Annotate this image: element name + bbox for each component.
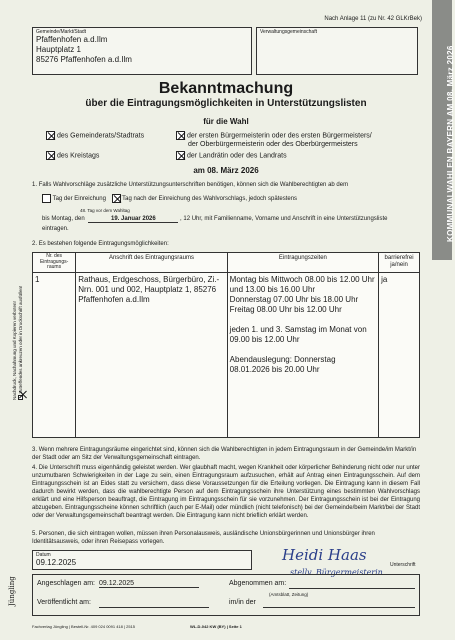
margin-note-2-text: Zutreffendes ankreuzen oder in Druckschrift ausfüllen!	[18, 285, 23, 394]
signature-role: stellv. Bürgermeisterin	[290, 568, 383, 577]
date-value[interactable]: 09.12.2025	[36, 558, 77, 567]
times-line-0: Montag bis Mittwoch 08.00 bis 12.00 Uhr und 13.00 bis 16.00 Uhr	[229, 274, 375, 294]
deadline-suffix: , 12 Uhr, mit Familienname, Vorname und Anschrift in eine Unterstützungsliste	[180, 216, 388, 222]
administrative-community-label: Verwaltungsgemeinschaft	[260, 29, 317, 35]
entry-locations-table	[32, 252, 420, 438]
deadline-date[interactable]: 19. Januar 2026	[88, 216, 178, 223]
removed-label: Abgenommen am:	[229, 580, 287, 587]
table-header-row	[33, 253, 420, 273]
section-3-number: 3.	[32, 447, 38, 453]
section-4-text: Die Unterschrift muss eigenhändig geleistet werden. Wer glaubhaft macht, wegen Krankheit oder körperlicher Behinderung nicht oder nur unter unzumutbaren Schwierigkeiten in der Lage zu sein, einen Eintragungsraum aufzusuchen, erhält auf Antrag einen Eintragungsschein. Auf dem Eintragungsschein ist an Eides statt zu versichern, dass diese Voraussetzungen für die Erteilung vorliegen. Die Eintragung kann in diesem Fall dadurch bewirkt werden, dass die wahlberechtigte Person auf dem Eintragungsschein ihre Unterstützung eines bestimmten Wahlvorschlags erklärt und eine Hilfsperson beauftragt, die Eintragung im Eintragungsschein für sie vorzunehmen. Der Eintragungsschein ist bei der Eintragung abzugeben. Eintragungsscheine können schriftlich (auch per E-Mail) oder mündlich (nicht telefonisch) bei der Gemeinde/beim Markt/bei der Stadt oder der Verwaltungsgemeinschaft beantragt werden. Die Eintragung kann nicht brieflich erklärt werden.	[32, 465, 420, 519]
page-number: | Seite 1	[226, 624, 242, 629]
section-1-end: eintragen.	[42, 226, 69, 232]
cell-times	[227, 272, 378, 437]
anlage-reference: Nach Anlage 11 (zu Nr. 42 GLKrBek)	[324, 16, 422, 22]
gazette-field[interactable]	[263, 607, 415, 608]
publisher-info: Fachverlag Jüngling | Bestell-Nr. 409 024 0091 418 | 2515	[32, 624, 136, 629]
posting-box	[32, 574, 420, 616]
municipality-line-3: 85276 Pfaffenhofen a.d.Ilm	[36, 55, 132, 64]
label-day-of-submission: Tag der Einreichung	[52, 196, 106, 203]
election-sidebar-text: KOMMUNALWAHLEN BAYERN AM 08. März 2026	[446, 45, 455, 242]
section-1-text: Falls Wahlvorschläge zusätzliche Unterstützungsunterschriften benötigen, können sich die Wahlberechtigten ab dem	[38, 182, 349, 188]
times-line-3	[230, 315, 376, 325]
section-2-text: Es bestehen folgende Eintragungsmöglichkeiten:	[38, 241, 169, 247]
cell-nr: 1	[33, 272, 76, 437]
section-1	[32, 182, 422, 188]
election-option-buergermeister	[176, 131, 372, 149]
label-buergermeister-1: der ersten Bürgermeisterin oder des ersten Bürgermeisters/	[186, 132, 372, 140]
removed-date[interactable]	[289, 588, 415, 589]
election-option-gemeinderat	[46, 131, 144, 140]
header-times: Eintragungszeiten	[227, 253, 378, 273]
deadline-prefix: bis Montag, den	[42, 216, 85, 222]
section-3	[32, 446, 420, 462]
label-kreistag: des Kreistags	[56, 152, 100, 160]
section-1-number: 1.	[32, 182, 38, 188]
header-nr: Nr. des Eintragungs-raums	[33, 253, 76, 273]
times-line-4: jeden 1. und 3. Samstag im Monat von 09.00 bis 12.00 Uhr	[229, 324, 367, 344]
date-label: Datum	[36, 552, 51, 558]
section-2	[32, 241, 169, 247]
margin-note	[12, 286, 24, 400]
in-label: im/in der	[229, 599, 256, 606]
margin-note-1: Nachdruck, Nachahmung und Kopieren verboten!	[12, 301, 17, 400]
times-line-5	[230, 345, 376, 355]
section-4-number: 4.	[32, 465, 38, 471]
administrative-community-box	[256, 27, 418, 75]
cell-address: Rathaus, Erdgeschoss, Bürgerbüro, Zi.-Nrn. 001 und 002, Hauptplatz 1, 85276 Pfaffenhofen a.d.Ilm	[76, 272, 227, 437]
checkbox-day-after-submission[interactable]	[112, 194, 121, 203]
election-heading: für die Wahl	[203, 117, 249, 126]
deadline-line	[42, 216, 422, 223]
times-line-1: Donnerstag 07.00 Uhr bis 18.00 Uhr	[229, 294, 359, 304]
label-landrat: der Landrätin oder des Landrats	[186, 152, 287, 160]
table-row	[33, 272, 420, 437]
section-5-number: 5.	[32, 531, 38, 537]
deadline-day-label: 48. Tag vor dem Wahltag	[80, 208, 130, 213]
signature-label: Unterschrift	[390, 562, 416, 568]
signature: Heidi Haas	[282, 546, 367, 564]
section-3-text: Wenn mehrere Eintragungsräume eingerichtet sind, können sich die Wahlberechtigten in jedem Eintragungsraum in der Gemeinde/im Markt/in der Stadt oder am Sitz der Verwaltungsgemeinschaft eintragen.	[32, 447, 417, 461]
section-4	[32, 464, 420, 520]
publisher-logo: Jüngling	[8, 576, 16, 606]
label-gemeinderat: des Gemeinderats/Stadtrats	[56, 132, 145, 140]
margin-note-2	[18, 286, 24, 400]
header-barrier: barrierefrei ja/nein	[379, 253, 420, 273]
checkbox-kreistag[interactable]	[46, 151, 55, 160]
section-5-text: Personen, die sich eintragen wollen, müssen ihren Personalausweis, ausländische Unionsbürgerinnen und Unionsbürger ihren Identitätsausweis, oder ihren Reisepass vorlegen.	[32, 531, 375, 545]
form-code-text: WL-D-042 KW (BY)	[190, 624, 226, 629]
posted-label: Angeschlagen am:	[37, 580, 95, 587]
checkbox-landrat[interactable]	[176, 151, 185, 160]
election-sidebar-band	[432, 0, 455, 260]
election-option-landrat	[176, 151, 287, 160]
times-line-6: Abendauslegung: Donnerstag 08.01.2026 bis 20.00 Uhr	[229, 354, 336, 374]
page-subtitle: über die Eintragungsmöglichkeiten in Unterstützungslisten	[85, 98, 367, 109]
municipality-box	[32, 27, 252, 75]
section-2-number: 2.	[32, 241, 38, 247]
section-1-options	[42, 194, 297, 203]
header-address: Anschrift des Eintragungsraums	[76, 253, 227, 273]
label-buergermeister-2: der Oberbürgermeisterin oder des Oberbürgermeisters	[188, 141, 358, 149]
date-box	[32, 550, 252, 570]
election-option-kreistag	[46, 151, 99, 160]
checkbox-day-of-submission[interactable]	[42, 194, 51, 203]
margin-note-checkbox	[18, 395, 23, 400]
municipality-line-2: Hauptplatz 1	[36, 45, 81, 54]
page-title: Bekanntmachung	[158, 80, 294, 97]
published-date[interactable]	[99, 607, 209, 608]
section-5	[32, 530, 420, 546]
times-line-2: Freitag 08.00 Uhr bis 12.00 Uhr	[229, 304, 342, 314]
form-code	[190, 624, 242, 629]
posted-date[interactable]: 09.12.2025	[99, 580, 199, 588]
election-date: am 08. März 2026	[193, 166, 259, 175]
checkbox-gemeinderat[interactable]	[46, 131, 55, 140]
published-label: Veröffentlicht am:	[37, 599, 91, 606]
cell-barrier: ja	[379, 272, 420, 437]
municipality-line-1: Pfaffenhofen a.d.Ilm	[36, 35, 108, 44]
checkbox-buergermeister[interactable]	[176, 131, 185, 140]
gazette-label: (Amtsblatt, Zeitung)	[269, 592, 309, 597]
label-day-after-submission: Tag nach der Einreichung des Wahlvorschlags, jedoch spätestens	[122, 196, 298, 203]
municipality-label: Gemeinde/Markt/Stadt	[36, 29, 87, 35]
